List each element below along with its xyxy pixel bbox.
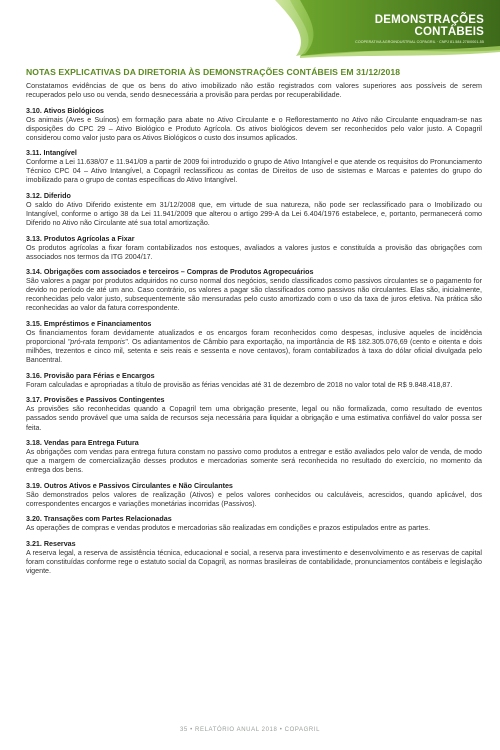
section-title: 3.10. Ativos Biológicos	[26, 106, 104, 115]
section-body: São valores a pagar por produtos adquiridos no curso normal dos negócios, sendo classificados como passivos circulantes se o pagamento for devido no período de até um ano. Caso contrário, os valores a pagar são classificados como passivos não circulantes. Elas são, inicialmente, reconhecidas pelo valor justo, subsequentemente são mensuradas pelo custo amortizado com o uso da taxa de juros efetiva. Na prática são reconhecidas ao valor da fatura correspondente.	[26, 277, 482, 313]
page-footer: 35 • RELATÓRIO ANUAL 2018 • COPAGRIL	[179, 727, 321, 733]
section-body: São demonstrados pelos valores de realização (Ativos) e pelos valores conhecidos ou calculáveis, acrescidos, quando aplicável, dos correspondentes encargos e variações monetárias incorridas (Passivos).	[26, 490, 482, 508]
section-3-17	[26, 396, 482, 432]
section-3-14	[26, 268, 482, 313]
section-title: 3.16. Provisão para Férias e Encargos	[26, 371, 155, 380]
section-title: 3.15. Empréstimos e Financiamentos	[26, 320, 152, 329]
section-title: 3.18. Vendas para Entrega Futura	[26, 439, 139, 448]
section-title: 3.19. Outros Ativos e Passivos Circulantes e Não Circulantes	[26, 481, 233, 490]
section-3-11	[26, 149, 482, 185]
section-body-pre: Os financiamentos foram devidamente atualizados e os encargos foram reconhecidos como despesas, inclusive aqueles de incidência proporcional	[26, 329, 482, 347]
section-body: O saldo do Ativo Diferido existente em 31/12/2008 que, em virtude de sua natureza, não pode ser reclassificado para o Imobilizado ou Intangível, conforme o artigo 38 da Lei 11.941/2009 que alterou o artigo 299-A da Lei 6.404/1976 estabelece, e, portanto, permanecerá como Diferido no Ativo não Circulante até sua total amortização.	[26, 201, 482, 228]
section-body: A reserva legal, a reserva de assistência técnica, educacional e social, a reserva para investimento e desenvolvimento e as reservas de capital foram constituídas conforme rege o estatuto social da Copagril, as normas brasileiras de contabilidade, pronunciamentos contábeis e legislação vigente.	[26, 549, 482, 576]
section-body: Foram calculadas e apropriadas a título de provisão as férias vencidas até 31 de dezembro de 2018 no valor total de R$ 9.848.418,87.	[26, 380, 453, 389]
section-body: Os animais (Aves e Suínos) em formação para abate no Ativo Circulante e o Reflorestamento no Ativo não Circulante enquadram-se nas disposições do CPC 29 – Ativo Biológico e Produto Agrícola. Os ativos biológicos devem ser reconhecidos pelo valor justo. A Copagril considerou como valor justo para os Ativos Biológicos o custo dos insumos aplicados.	[26, 115, 482, 142]
section-3-18	[26, 439, 482, 475]
section-title: 3.13. Produtos Agrícolas a Fixar	[26, 234, 135, 243]
section-title: 3.20. Transações com Partes Relacionadas	[26, 515, 172, 524]
section-3-10	[26, 107, 482, 143]
section-title: 3.14. Obrigações com associados e terceiros – Compras de Produtos Agropecuários	[26, 268, 314, 277]
section-3-19	[26, 482, 482, 509]
brand-title-line2: CONTÁBEIS	[414, 26, 484, 38]
brand-title-line1: DEMONSTRAÇÕES	[374, 14, 484, 26]
section-3-20	[26, 515, 482, 533]
notes-content	[26, 82, 482, 583]
brand-subtitle: COOPERATIVA AGROINDUSTRIAL COPAGRIL · CNPJ 81.584.278/0001-55	[355, 40, 484, 44]
section-body: As provisões são reconhecidas quando a Copagril tem uma obrigação presente, legal ou não formalizada, como resultado de eventos passados sendo provável que uma saída de recursos seja necessária para liquidar a obrigação e uma estimativa confiável do valor possa ser feita.	[26, 405, 482, 432]
section-3-12	[26, 192, 482, 228]
section-title: 3.21. Reservas	[26, 539, 76, 548]
section-body: Conforme a Lei 11.638/07 e 11.941/09 a partir de 2009 foi introduzido o grupo de Ativo Intangível e que atende os requisitos do Pronunciamento Técnico CPC 04 – Ativo Intangível, a Copagril reclassificou as contas de Direitos de uso de sistemas e Marcas e patentes do grupo do imobilizado para o grupo de contas específicas do Ativo Intangível.	[26, 158, 482, 185]
page-heading: NOTAS EXPLICATIVAS DA DIRETORIA ÀS DEMONSTRAÇÕES CONTÁBEIS EM 31/12/2018	[26, 67, 401, 77]
section-body: As operações de compras e vendas produtos e mercadorias são realizadas em condições e prazos estipulados entre as partes.	[26, 524, 431, 533]
section-title: 3.11. Intangível	[26, 149, 77, 158]
intro-paragraph: Constatamos evidências de que os bens do ativo imobilizado não estão registrados com valores superiores aos possíveis de serem recuperados pelo uso ou venda, sendo desnecessária a provisão para perdas por recuperabilidade.	[26, 82, 482, 100]
header-band	[0, 0, 500, 58]
section-body-post: . Os adiantamentos de Câmbio para exportação, na importância de R$ 182.305.076,69 (cento e oitenta e dois milhões, trezentos e cinco mil, setenta e seis reais e sessenta e nove centavos), foram contabilizados à taxa do dólar oficial divulgada pelo Bancentral.	[26, 338, 482, 365]
section-title: 3.17. Provisões e Passivos Contingentes	[26, 396, 165, 405]
section-body	[26, 329, 482, 365]
section-3-21	[26, 540, 482, 576]
section-3-15	[26, 320, 482, 365]
section-title: 3.12. Diferido	[26, 191, 71, 200]
section-3-16	[26, 372, 482, 390]
section-3-13	[26, 235, 482, 262]
brand-block	[355, 14, 484, 44]
section-body: As obrigações com vendas para entrega futura constam no passivo como produtos a entregar e estão avaliados pelo valor de venda, de modo que a margem de comercialização desses produtos e mercadorias somente será reconhecida no resultado do exercício, no momento da entrega dos bens.	[26, 448, 482, 475]
section-body: Os produtos agrícolas a fixar foram contabilizados nos estoques, avaliados a valores justos e constituída a provisão das obrigações com associados nos termos da ITG 2004/17.	[26, 243, 482, 261]
section-body-emphasis: "pró-rata temporis"	[67, 338, 128, 347]
